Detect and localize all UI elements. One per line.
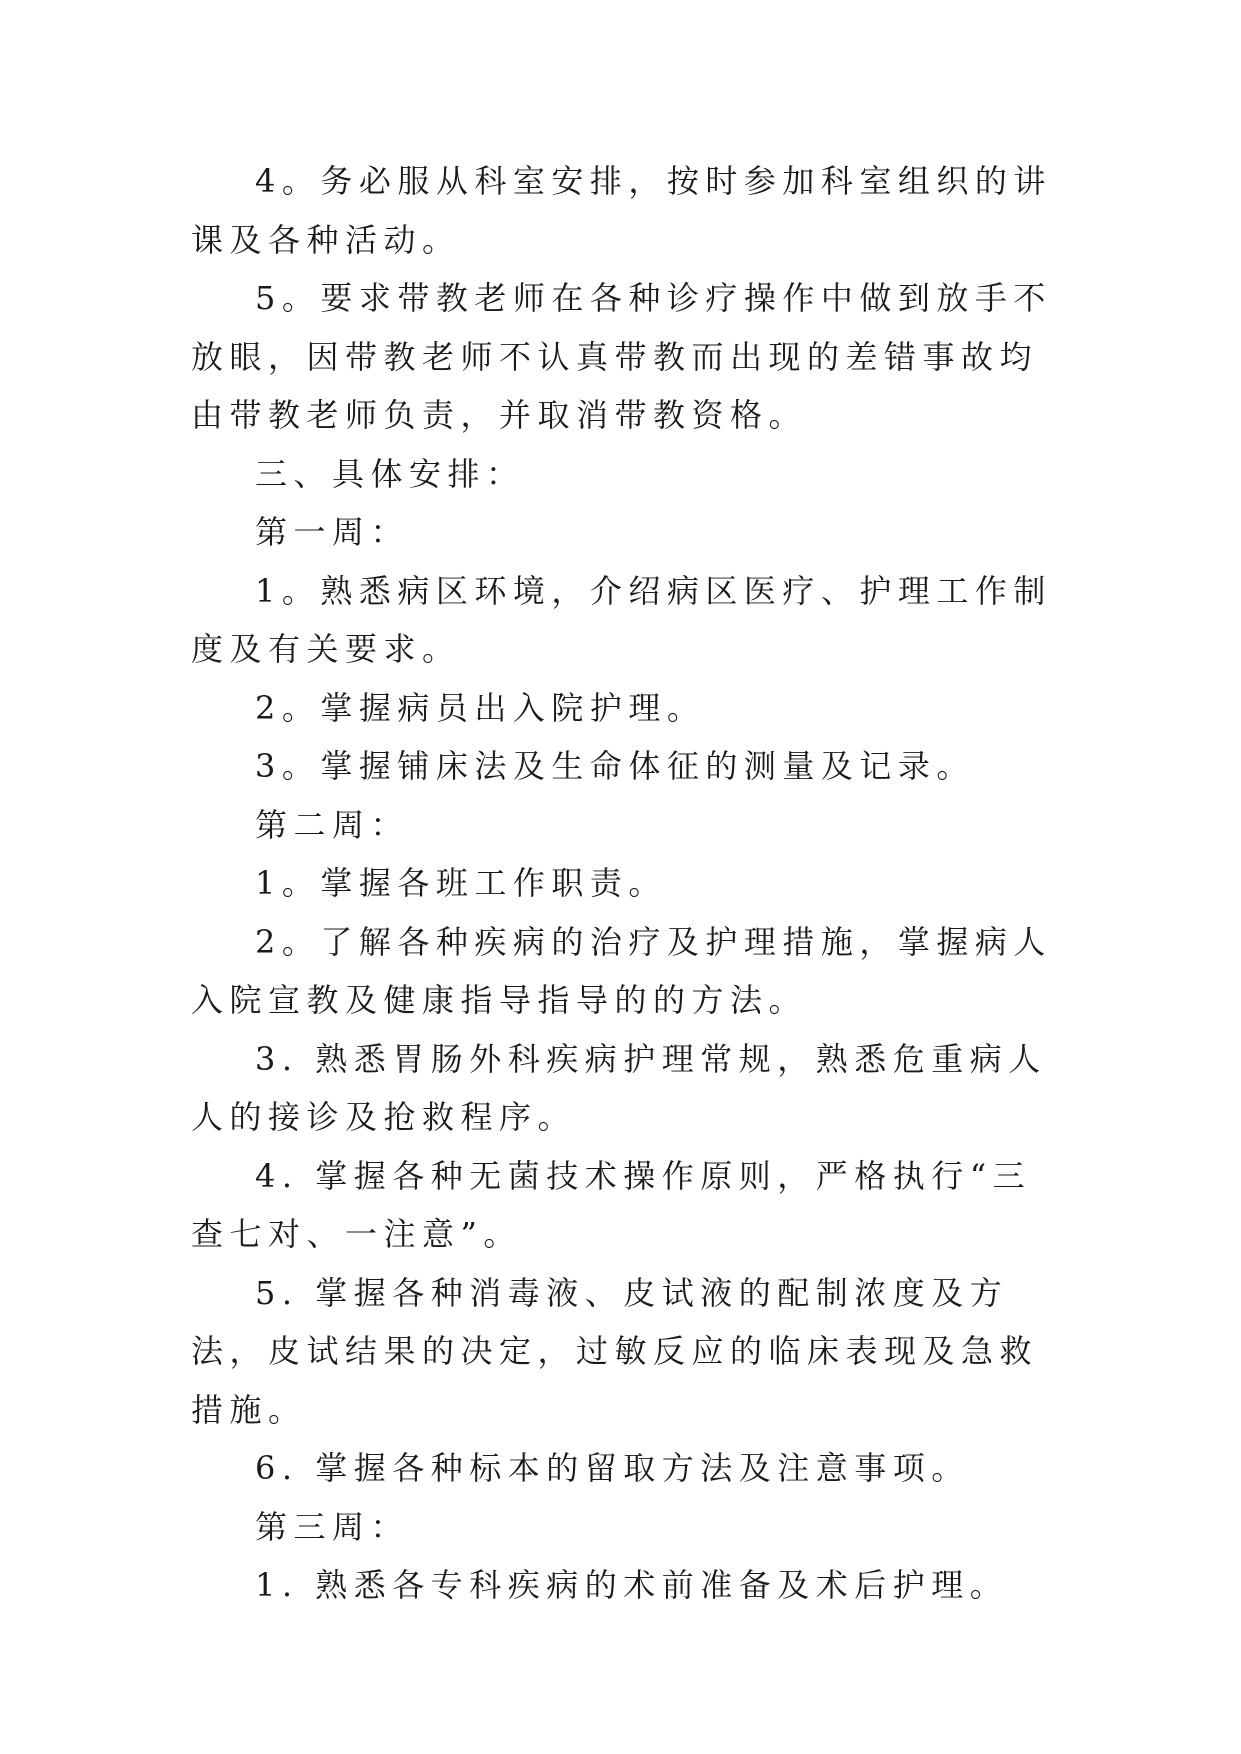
list-item: 5. 掌握各种消毒液、皮试液的配制浓度及方法，皮试结果的决定，过敏反应的临床表现及急救措施。	[191, 1273, 1039, 1429]
list-item: 1。熟悉病区环境，介绍病区医疗、护理工作制度及有关要求。	[191, 571, 1052, 668]
section-heading: 三、具体安排：	[255, 454, 525, 493]
week-heading: 第一周：	[255, 513, 410, 551]
list-item: 1。掌握各班工作职责。	[255, 864, 667, 902]
list-item: 3. 熟悉胃肠外科疾病护理常规，熟悉危重病人人的接诊及抢救程序。	[191, 1039, 1047, 1136]
week-heading: 第三周：	[255, 1507, 410, 1546]
paragraph: 4。务必服从科室安排，按时参加科室组织的讲课及各种活动。	[191, 162, 1052, 259]
week-heading: 第二周：	[255, 805, 410, 844]
list-item: 4. 掌握各种无菌技术操作原则，严格执行“三查七对、一注意”。	[191, 1156, 1032, 1253]
paragraph: 5。要求带教老师在各种诊疗操作中做到放手不放眼，因带教老师不认真带教而出现的差错事故均由带教老师负责，并取消带教资格。	[191, 279, 1052, 434]
list-item: 2。了解各种疾病的治疗及护理措施，掌握病人入院宣教及健康指导指导的的方法。	[191, 922, 1052, 1019]
list-item: 1. 熟悉各专科疾病的术前准备及术后护理。	[255, 1566, 1009, 1604]
list-item: 6. 掌握各种标本的留取方法及注意事项。	[255, 1449, 970, 1487]
list-item: 2。掌握病员出入院护理。	[255, 688, 706, 727]
document-body	[191, 152, 1061, 1615]
list-item: 3。掌握铺床法及生命体征的测量及记录。	[255, 747, 975, 785]
